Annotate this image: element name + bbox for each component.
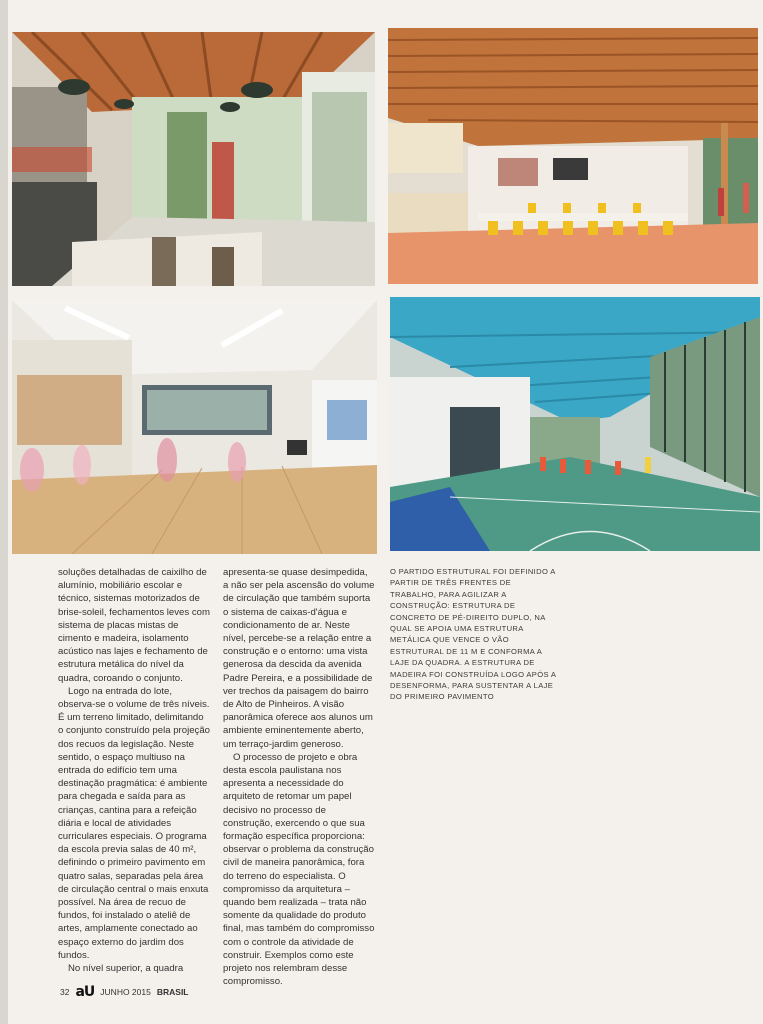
paragraph: apresenta-se quase desimpedida, a não ser pela ascensão do volume de circulação que também suporta o sistema de caixas-d'água e condicionamento de ar. Neste nível, percebe-se a relação entre a construção e o entorno: uma vista generosa da descida da avenida Padre Pereira, e a possibilidade de ver trechos da paisagem do bairro de Alto de Pinheiros. A visão panorâmica oferece aos alunos um ambiente eminentemente aberto, um terraço-jardim generoso.: [223, 567, 375, 750]
photo-caption: [390, 566, 558, 703]
edition-label: BRASIL: [156, 987, 189, 997]
paragraph: soluções detalhadas de caixilho de alumínio, mobiliário escolar e técnico, sistemas motorizados de brise-soleil, fechamentos leves com sistema de placas mistas de cimento e madeira, isolamento acústico nas lajes e fechamento de estrutura metálica do nível da quadra, coroando o conjunto.: [58, 567, 210, 684]
paragraph: O processo de projeto e obra desta escola paulistana nos apresenta a necessidade do arquiteto de retomar um papel decisivo no processo de construção, exercendo o que sua formação específica proporciona: observar o problema da construção civil de maneira panorâmica, fora do terreno do especialista. O compromisso da arquitetura – quando bem realizada – trata não somente da qualidade do produto final, mas também do compromisso com o controle da atividade de construir. Exemplos como este projeto nos relembram desse compromisso.: [223, 751, 375, 988]
photo-classroom: [12, 300, 377, 554]
page-gutter-edge: [0, 0, 8, 1024]
paragraph: Logo na entrada do lote, observa-se o volume de três níveis. É um terreno limitado, delimitando o conjunto construído pela projeção dos recuos da legislação. Neste sentido, o espaço multiuso na entrada do edifício tem uma destinação pragmática: é ambiente para chegada e saída para as crianças, cantina para a refeição diária e local de atividades curriculares especiais. O programa da escola previa salas de 40 m², definindo o primeiro pavimento em quatro salas, separadas pela área de circulação central o mais enxuta possível. Na área de recuo de fundos, foi instalado o ateliê de artes, amplamente conectado ao espaço externo do jardim dos fundos.: [58, 685, 211, 961]
caption-text: O PARTIDO ESTRUTURAL FOI DEFINIDO A PARTIR DE TRÊS FRENTES DE TRABALHO, PARA AGILIZAR A CONSTRUÇÃO: ESTRUTURA DE CONCRETO DE PÉ-DIREITO DUPLO, NA QUAL SE APOIA UMA ESTRUTURA METÁLICA QUE VENCE O VÃO ESTRUTURAL DE 11 M E CONFORMA A LAJE DA QUADRA. A ESTRUTURA DE MADEIRA FOI CONSTRUÍDA LOGO APÓS A DESENFORMA, PARA SUSTENTAR A LAJE DO PRIMEIRO PAVIMENTO: [390, 567, 556, 702]
paragraph: No nível superior, a quadra: [68, 963, 184, 975]
photo-art-studio: [12, 32, 375, 286]
article-column-1: [58, 566, 210, 975]
magazine-logo: aU: [75, 984, 95, 1000]
article-column-2: [223, 566, 375, 989]
page-footer: [60, 984, 189, 1000]
photo-rooftop-court: [390, 297, 760, 551]
issue-date: JUNHO 2015: [100, 987, 151, 997]
page-number: 32: [60, 987, 70, 997]
photo-canteen: [388, 28, 758, 284]
